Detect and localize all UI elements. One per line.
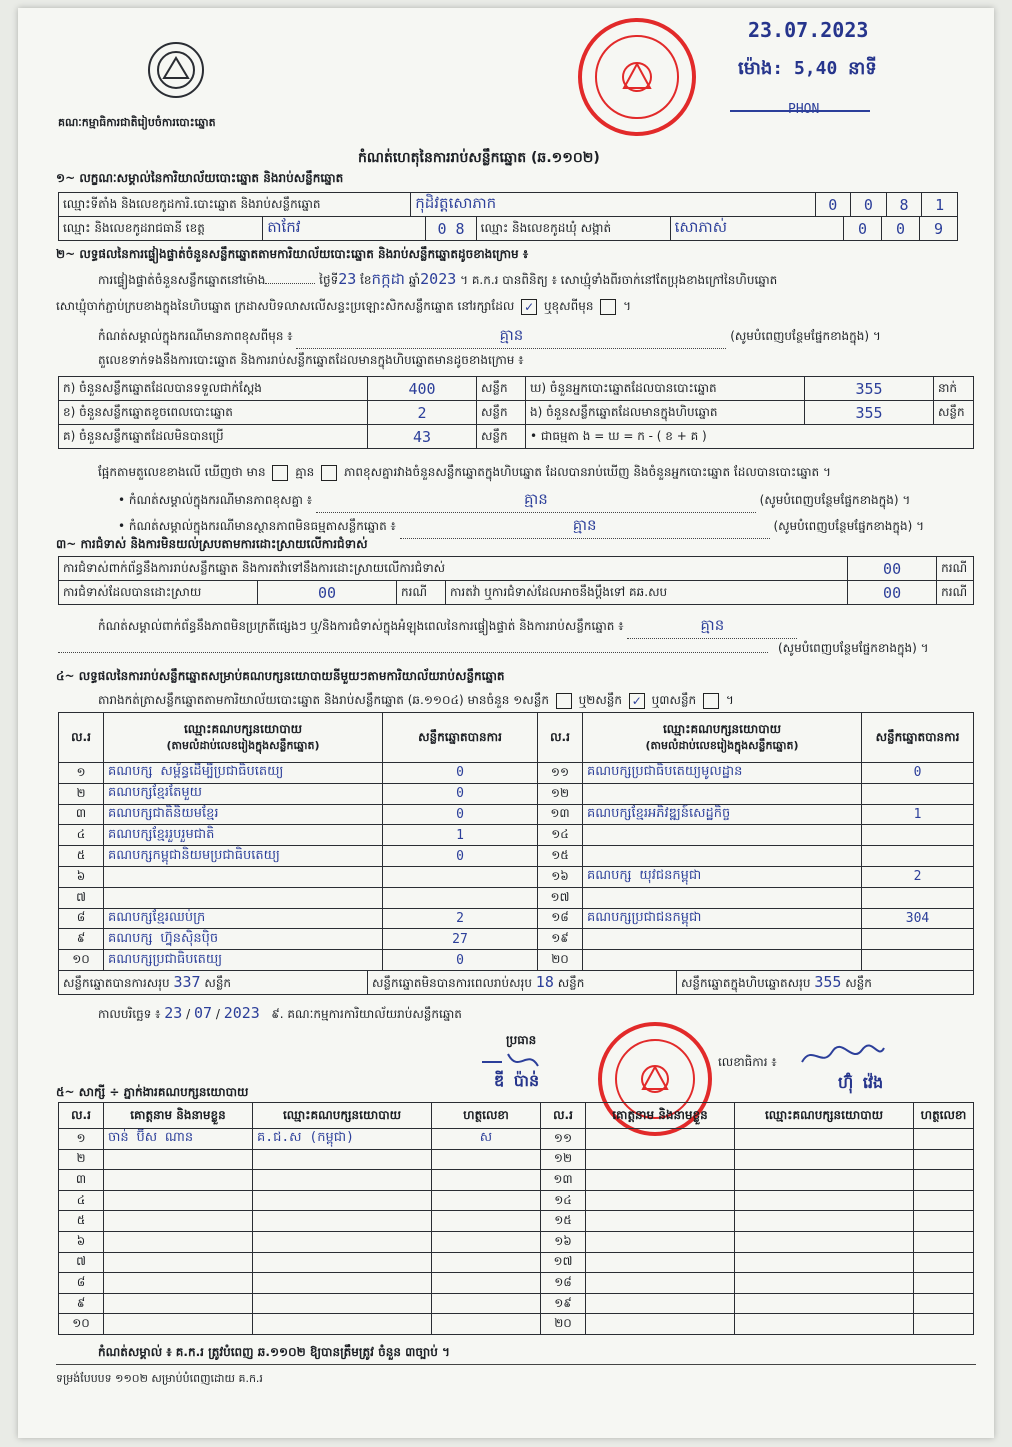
section-4-title: ៤~ លទ្ធផលនៃការរាប់សន្លឹកឆ្នោតសម្រាប់គណបក្សនយោបាយនីមួយៗតាមការិយាល័យរាប់សន្លឹកឆ្នោត	[56, 669, 505, 683]
total-invalid: សន្លឹកឆ្នោតមិនបានការពេលរាប់សរុប 18 សន្លឹក	[368, 971, 677, 995]
witness-name	[586, 1273, 735, 1294]
in-box-value: 355	[805, 401, 934, 425]
table-row	[59, 1211, 974, 1232]
table-row	[59, 1170, 974, 1191]
discrepancy-label: ផ្អែកតាមតួលេខខាងលើ ឃើញថា មាន	[98, 465, 266, 479]
annotation-date: 23.07.2023	[748, 18, 869, 42]
form-sheet	[18, 8, 994, 1438]
note-2-value: គ្មាន	[316, 490, 756, 513]
witness-signature	[432, 1211, 541, 1232]
row-number: ៩	[59, 929, 104, 950]
secretary-signature	[798, 1042, 888, 1070]
resolved-value: 00	[258, 581, 397, 605]
witness-party: គ.ជ.ស (កម្ពុជា)	[253, 1129, 432, 1150]
verification-line-2: សោឃ្មុំចាក់ភ្ជាប់ក្របខាងក្នុងនៃហិបឆ្នោត ក្រដាសបិទលាសលើសន្ទះប្រឡោះសិកសន្លឹកឆ្នោត នៅរក្សាដែល ✓ ឬខុសពីមុន ។	[56, 299, 632, 314]
col-party: ឈ្មោះគណបក្សនយោបាយ (តាមលំដាប់លេខរៀងក្នុងសន្លឹកឆ្នោត)	[104, 713, 383, 763]
section-3-title: ៣~ ការជំទាស់ និងការមិនយល់ស្របតាមការដោះស្រាយលើការជំទាស់	[56, 537, 368, 551]
annotation-time: ម៉ោង: 5,40 នាទី	[738, 58, 877, 79]
witness-name	[586, 1314, 735, 1335]
party-votes: 1	[383, 825, 538, 846]
party-votes: 0	[383, 804, 538, 825]
witness-party	[735, 1314, 914, 1335]
row-number: ៩	[59, 1293, 104, 1314]
location-code-digit: 0	[815, 193, 851, 217]
date-year: 2023	[223, 1004, 260, 1022]
two-sheets-checkbox[interactable]: ✓	[629, 693, 645, 709]
note-1-row	[98, 326, 958, 349]
witness-signature	[914, 1190, 974, 1211]
unit: សន្លឹក	[477, 377, 526, 401]
location-code-digit: 8	[886, 193, 922, 217]
row-number: ៦	[59, 866, 104, 887]
col-sign: ហត្ថលេខា	[432, 1103, 541, 1129]
verification-line-1	[98, 270, 777, 292]
row-number: ១២	[541, 1149, 586, 1170]
formula: • ជាធម្មតា ង = ឃ = ក - ( ខ + គ )	[526, 425, 974, 449]
table-row	[59, 825, 974, 846]
commune-code-digit: 0	[844, 217, 882, 241]
location-code-digit: 1	[922, 193, 958, 217]
row-number: ៧	[59, 887, 104, 908]
table-row	[59, 1273, 974, 1294]
party-votes: 2	[383, 908, 538, 929]
row-number: ២	[59, 1149, 104, 1170]
col-no: ល.រ	[59, 713, 104, 763]
party-votes	[862, 950, 974, 971]
note-1-suffix: (សូមបំពេញបន្ថែមផ្នែកខាងក្នុង) ។	[730, 329, 881, 343]
witness-name	[104, 1170, 253, 1191]
party-name	[583, 887, 862, 908]
section-1-table-row2	[58, 216, 958, 241]
row-number: ៦	[59, 1231, 104, 1252]
verification-time-label: ការផ្ទៀងផ្ទាត់ចំនួនសន្លឹកឆ្នោតនៅម៉ោង	[98, 273, 266, 287]
unused-label: គ) ចំនួនសន្លឹកឆ្នោតដែលមិនបានប្រើ	[59, 425, 368, 449]
unused-value: 43	[368, 425, 477, 449]
party-votes	[862, 929, 974, 950]
official-stamp-top	[578, 18, 696, 136]
party-votes	[383, 866, 538, 887]
party-votes: 0	[383, 763, 538, 784]
witness-party	[253, 1190, 432, 1211]
voters-label: ឃ) ចំនួនអ្នកបោះឆ្នោតដែលបានបោះឆ្នោត	[526, 377, 805, 401]
row-number: ៨	[59, 1273, 104, 1294]
table-row	[59, 846, 974, 867]
commune-code-digit: 9	[919, 217, 957, 241]
sheet-count-line: តារាងកត់ត្រាសន្លឹកឆ្នោតតាមការិយាល័យបោះឆ្នោត និងរាប់សន្លឹកឆ្នោត (ឆ.១១០៤) មានចំនួន ១សន្លឹក ឬ២សន្លឹក ✓ ឬ៣សន្លឹក ។	[98, 693, 734, 708]
row-number: ១០	[59, 950, 104, 971]
row-number: ៤	[59, 1190, 104, 1211]
location-label: ឈ្មោះទីតាំង និងលេខកូដការិ.បោះឆ្នោត និងរាប់សន្លឹកឆ្នោត	[59, 193, 411, 217]
witness-name	[104, 1149, 253, 1170]
witness-party	[735, 1231, 914, 1252]
col-party: ឈ្មោះគណបក្សនយោបាយ	[735, 1103, 914, 1129]
party-name	[583, 929, 862, 950]
figures-intro: តួលេខទាក់ទងនឹងការបោះឆ្នោត និងការរាប់សន្លឹកឆ្នោតដែលមានក្នុងហិបឆ្នោតមានដូចខាងក្រោម ៖	[98, 353, 524, 367]
table-row	[59, 783, 974, 804]
witness-signature	[914, 1149, 974, 1170]
party-name: គណបក្ស សម្ព័ន្ធដើម្បីប្រជាធិបតេយ្យ	[104, 763, 383, 784]
witness-name	[104, 1273, 253, 1294]
witness-table	[58, 1102, 974, 1335]
secretary-label: លេខាធិការ ៖	[718, 1055, 777, 1069]
chair-signature	[478, 1048, 558, 1076]
witness-name	[104, 1211, 253, 1232]
party-votes	[383, 887, 538, 908]
party-votes	[862, 887, 974, 908]
party-name	[583, 846, 862, 867]
row-number: ៥	[59, 1211, 104, 1232]
date-label: កាលបរិច្ឆេទ ៖	[98, 1007, 161, 1021]
chair-label: ប្រធាន	[506, 1033, 537, 1047]
case-unit: ករណី	[937, 557, 974, 581]
witness-party	[253, 1231, 432, 1252]
one-sheet-checkbox[interactable]	[556, 693, 572, 709]
annotation-underline	[730, 110, 870, 112]
province-value: តាកែវ	[263, 217, 426, 241]
row-number: ១៨	[541, 1273, 586, 1294]
witness-party	[735, 1190, 914, 1211]
witness-party	[735, 1211, 914, 1232]
total-in-box: សន្លឹកឆ្នោតក្នុងហិបឆ្នោតសរុប 355 សន្លឹក	[677, 971, 974, 995]
verification-text: ។ គ.ក.រ បានពិនិត្យ ៖ សោឃ្មុំទាំងពីរចាក់នៅតែប្រុងខាងក្រៅនៃហិបឆ្នោត	[460, 273, 778, 287]
party-name: គណបក្សប្រជាធិបតេយ្យមូលដ្ឋាន	[583, 763, 862, 784]
witness-signature	[432, 1190, 541, 1211]
location-value: កុដិវត្តសោភាក	[411, 193, 815, 217]
row-number: ១	[59, 763, 104, 784]
appeal-label: ការតវ៉ា ឬការជំទាស់ដែលអាចនឹងប្តឹងទៅ គឆ.សប	[446, 581, 848, 605]
row-number: ១៣	[541, 1170, 586, 1191]
witness-party	[253, 1170, 432, 1191]
section-2-title: ២~ លទ្ធផលនៃការផ្ទៀងផ្ទាត់ចំនួនសន្លឹកឆ្នោតតាមការិយាល័យបោះឆ្នោត និងរាប់សន្លឹកឆ្នោតដូចខាងក្រោម ៖	[56, 247, 529, 261]
party-name: គណបក្សខ្មែរអភិវឌ្ឍន៍សេដ្ឋកិច្ច	[583, 804, 862, 825]
party-name: គណបក្សខ្មែររួបរួមជាតិ	[104, 825, 383, 846]
table-row	[59, 887, 974, 908]
irregularity-note-row	[98, 616, 797, 639]
row-number: ១៣	[538, 804, 583, 825]
discrepancy-no-label: គ្មាន	[295, 465, 315, 479]
note-2-row	[118, 490, 958, 513]
party-name: គណបក្សប្រជាជនកម្ពុជា	[583, 908, 862, 929]
row-number: ១២	[538, 783, 583, 804]
party-name: គណបក្សប្រជាធិបតេយ្យ	[104, 950, 383, 971]
signing-date-row: កាលបរិច្ឆេទ ៖ 23 / 07 / 2023 ៩. គណៈកម្មការការិយាល័យរាប់សន្លឹកឆ្នោត	[98, 1004, 462, 1022]
witness-name	[104, 1190, 253, 1211]
witness-party	[735, 1149, 914, 1170]
party-name: គណបក្សខ្មែរឈប់ក្រ	[104, 908, 383, 929]
party-votes: 0	[383, 783, 538, 804]
results-totals	[58, 970, 974, 995]
col-party: ឈ្មោះគណបក្សនយោបាយ	[253, 1103, 432, 1129]
row-number: ១៤	[538, 825, 583, 846]
row-number: ២០	[538, 950, 583, 971]
row-number: ៣	[59, 1170, 104, 1191]
witness-party	[735, 1273, 914, 1294]
party-votes	[862, 825, 974, 846]
case-unit: ករណី	[397, 581, 446, 605]
witness-signature	[914, 1211, 974, 1232]
year-label: ឆ្នាំ	[408, 273, 421, 287]
witness-name	[104, 1314, 253, 1335]
party-votes: 0	[862, 763, 974, 784]
witness-signature	[432, 1293, 541, 1314]
witness-party	[253, 1273, 432, 1294]
witness-signature	[432, 1314, 541, 1335]
commission-label: ៩. គណៈកម្មការការិយាល័យរាប់សន្លឹកឆ្នោត	[271, 1007, 462, 1021]
unit: សន្លឹក	[934, 401, 974, 425]
row-number: ៣	[59, 804, 104, 825]
col-votes: សន្លឹកឆ្នោតបានការ	[383, 713, 538, 763]
section-1-title: ១~ លក្ខណៈសម្គាល់នៃការិយាល័យបោះឆ្នោត និងរាប់សន្លឹកឆ្នោត	[56, 171, 344, 185]
province-label: ឈ្មោះ និងលេខកូដរាជធានី ខេត្ត	[59, 217, 263, 241]
month-value: កក្កដា	[371, 270, 405, 288]
row-number: ១៨	[538, 908, 583, 929]
received-value: 400	[368, 377, 477, 401]
table-row	[59, 1231, 974, 1252]
table-row	[59, 763, 974, 784]
two-sheets-label: ឬ២សន្លឹក	[578, 693, 622, 707]
spoiled-value: 2	[368, 401, 477, 425]
row-number: ១៦	[538, 866, 583, 887]
witness-signature	[914, 1170, 974, 1191]
table-row	[59, 929, 974, 950]
unchanged-checkbox[interactable]: ✓	[521, 299, 537, 315]
voters-value: 355	[805, 377, 934, 401]
table-row	[59, 1190, 974, 1211]
col-no: ល.រ	[541, 1103, 586, 1129]
row-number: ៨	[59, 908, 104, 929]
total-valid: សន្លឹកឆ្នោតបានការសរុប 337 សន្លឹក	[59, 971, 368, 995]
table-row	[59, 804, 974, 825]
objection-label: ការជំទាស់ពាក់ព័ន្ធនឹងការរាប់សន្លឹកឆ្នោត និងការតវ៉ាទៅនឹងការដោះស្រាយលើការជំទាស់	[59, 557, 848, 581]
party-name: គណបក្ស ហ្វ៊ុនស៊ិនប៉ិច	[104, 929, 383, 950]
row-number: ១៩	[541, 1293, 586, 1314]
witness-name	[104, 1252, 253, 1273]
discrepancy-no-checkbox[interactable]	[321, 465, 337, 481]
three-sheets-label: ឬ៣សន្លឹក	[651, 693, 697, 707]
row-number: ១៧	[541, 1252, 586, 1273]
changed-label: ឬខុសពីមុន	[543, 299, 594, 313]
party-name	[583, 783, 862, 804]
note-2-suffix: (សូមបំពេញបន្ថែមផ្នែកខាងក្នុង) ។	[759, 493, 911, 507]
secretary-name: ហ៊ុំ វ៉េង	[838, 1073, 884, 1092]
witness-name	[586, 1211, 735, 1232]
col-votes: សន្លឹកឆ្នោតបានការ	[862, 713, 974, 763]
witness-name	[586, 1129, 735, 1150]
row-number: ១៦	[541, 1231, 586, 1252]
row-number: ១១	[541, 1129, 586, 1150]
party-votes: 0	[383, 950, 538, 971]
changed-checkbox[interactable]	[600, 299, 616, 315]
witness-name	[586, 1231, 735, 1252]
party-votes: 2	[862, 866, 974, 887]
date-month: 07	[193, 1004, 213, 1022]
witness-name	[586, 1149, 735, 1170]
note-1-value: គ្មាន	[296, 326, 726, 349]
witness-party	[253, 1314, 432, 1335]
note-3-value: គ្មាន	[400, 516, 770, 539]
case-unit: ករណី	[937, 581, 974, 605]
col-party: ឈ្មោះគណបក្សនយោបាយ (តាមលំដាប់លេខរៀងក្នុងសន្លឹកឆ្នោត)	[583, 713, 862, 763]
row-number: ១	[59, 1129, 104, 1150]
witness-name: ចាន់ ប៊ីស ណាន	[104, 1129, 253, 1150]
seal-text: សោឃ្មុំចាក់ភ្ជាប់ក្របខាងក្នុងនៃហិបឆ្នោត ក្រដាសបិទលាសលើសន្ទះប្រឡោះសិកសន្លឹកឆ្នោត នៅរក្សាដែល	[56, 299, 515, 313]
objection-value: 00	[848, 557, 937, 581]
row-number: ១៥	[538, 846, 583, 867]
irregularity-note-label: កំណត់សម្គាល់ពាក់ព័ន្ធនឹងភាពមិនប្រក្រតីផ្សេងៗ ឬ/និងការជំទាស់ក្នុងអំឡុងពេលនៃការផ្ទៀងផ្ទាត់ និងការរាប់សន្លឹកឆ្នោត ៖	[98, 619, 624, 633]
footnote: កំណត់សម្គាល់ ៖ គ.ក.រ ត្រូវបំពេញ ឆ.១១០២ ឱ្យបានត្រឹមត្រូវ ចំនួន ៣ច្បាប់ ។	[98, 1345, 450, 1359]
province-code: 0 8	[426, 217, 476, 241]
sheet-count-label: តារាងកត់ត្រាសន្លឹកឆ្នោតតាមការិយាល័យបោះឆ្នោត និងរាប់សន្លឹកឆ្នោត (ឆ.១១០៤) មានចំនួន ១សន្លឹក	[98, 693, 549, 707]
party-votes	[862, 783, 974, 804]
day-label: ថ្ងៃទី	[319, 273, 339, 287]
row-number: ២	[59, 783, 104, 804]
col-no: ល.រ	[59, 1103, 104, 1129]
section-5-title: ៥~ សាក្សី ÷ ភ្នាក់ងារគណបក្សនយោបាយ	[56, 1085, 249, 1099]
discrepancy-line	[98, 464, 831, 482]
commune-label: ឈ្មោះ និងលេខកូដឃុំ សង្កាត់	[476, 217, 670, 241]
party-name: គណបក្សកម្ពុជានិយមប្រជាធិបតេយ្យ	[104, 846, 383, 867]
discrepancy-text: ភាពខុសគ្នារវាងចំនួនសន្លឹកឆ្នោតក្នុងហិបឆ្នោត ដែលបានរាប់ឃើញ និងចំនួនអ្នកបោះឆ្នោត ដែលបានបោះឆ្នោត ។	[343, 465, 831, 479]
date-day: 23	[164, 1004, 183, 1022]
dotted-line	[58, 652, 768, 653]
row-number: ១៩	[538, 929, 583, 950]
row-number: ៥	[59, 846, 104, 867]
commission-name: គណៈកម្មាធិការជាតិរៀបចំការបោះឆ្នោត	[58, 116, 216, 129]
form-title: កំណត់ហេតុនៃការរាប់សន្លឹកឆ្នោត (ឆ.១១០២)	[358, 150, 600, 166]
col-no: ល.រ	[538, 713, 583, 763]
witness-signature	[914, 1129, 974, 1150]
note-3-label: • កំណត់សម្គាល់ក្នុងករណីមានស្ថានភាពមិនធម្មតាសន្លឹកឆ្នោត ៖	[118, 519, 396, 533]
row-number: ១០	[59, 1314, 104, 1335]
witness-signature	[914, 1231, 974, 1252]
results-table	[58, 712, 974, 971]
annotation-phone: PHON	[788, 102, 820, 117]
party-votes	[862, 846, 974, 867]
party-votes: 304	[862, 908, 974, 929]
witness-party	[253, 1149, 432, 1170]
table-row	[59, 1293, 974, 1314]
resolved-label: ការជំទាស់ដែលបានដោះស្រាយ	[59, 581, 258, 605]
appeal-value: 00	[848, 581, 937, 605]
party-votes: 1	[862, 804, 974, 825]
party-name: គណបក្ស យុវជនកម្ពុជា	[583, 866, 862, 887]
received-label: ក) ចំនួនសន្លឹកឆ្នោតដែលបានទទួលជាក់ស្តែង	[59, 377, 368, 401]
witness-name	[586, 1293, 735, 1314]
party-votes: 0	[383, 846, 538, 867]
party-votes: 27	[383, 929, 538, 950]
table-row	[59, 1314, 974, 1335]
witness-signature	[914, 1252, 974, 1273]
witness-signature: ស	[432, 1129, 541, 1150]
ballot-figures-table	[58, 376, 974, 449]
witness-party	[253, 1293, 432, 1314]
table-row	[59, 866, 974, 887]
table-row	[59, 1149, 974, 1170]
witness-party	[735, 1252, 914, 1273]
witness-party	[735, 1129, 914, 1150]
table-row	[59, 1252, 974, 1273]
col-sign: ហត្ថលេខា	[914, 1103, 974, 1129]
note-1-label: កំណត់សម្គាល់ក្នុងករណីមានភាពខុសពីមុន ៖	[98, 329, 293, 343]
commune-value: សោភាស់	[670, 217, 843, 241]
witness-name	[104, 1293, 253, 1314]
day-value: 23	[338, 270, 357, 288]
table-row	[59, 950, 974, 971]
witness-party	[735, 1293, 914, 1314]
witness-signature	[914, 1293, 974, 1314]
witness-signature	[432, 1231, 541, 1252]
three-sheets-checkbox[interactable]	[703, 693, 719, 709]
row-number: ៤	[59, 825, 104, 846]
row-number: ១១	[538, 763, 583, 784]
in-box-label: ង) ចំនួនសន្លឹកឆ្នោតដែលមានក្នុងហិបឆ្នោត	[526, 401, 805, 425]
party-name: គណបក្សខ្មែរតែមួយ	[104, 783, 383, 804]
chair-name: ឌី ប៉ាន់	[494, 1071, 540, 1090]
unit: សន្លឹក	[477, 425, 526, 449]
objection-table	[58, 556, 974, 605]
witness-party	[735, 1170, 914, 1191]
witness-party	[253, 1211, 432, 1232]
row-number: ៧	[59, 1252, 104, 1273]
witness-signature	[432, 1149, 541, 1170]
commune-code-digit: 0	[882, 217, 920, 241]
witness-name	[586, 1190, 735, 1211]
discrepancy-yes-checkbox[interactable]	[272, 465, 288, 481]
witness-party	[253, 1252, 432, 1273]
note-2-label: • កំណត់សម្គាល់ក្នុងករណីមានភាពខុសគ្នា ៖	[118, 493, 313, 507]
unit-person: នាក់	[934, 377, 974, 401]
party-name	[104, 887, 383, 908]
footer-text: ទម្រង់បែបបទ ១១០២ សម្រាប់បំពេញដោយ គ.ក.រ	[56, 1372, 263, 1385]
col-name: គោត្តនាម និងនាមខ្លួន	[104, 1103, 253, 1129]
year-value: 2023	[420, 270, 457, 288]
witness-name	[586, 1170, 735, 1191]
unit: សន្លឹក	[477, 401, 526, 425]
party-name: គណបក្សជាតិនិយមខ្មែរ	[104, 804, 383, 825]
footer-divider	[56, 1364, 976, 1365]
table-row	[59, 908, 974, 929]
table-row	[59, 1129, 974, 1150]
nec-logo-icon	[148, 42, 204, 98]
witness-signature	[914, 1273, 974, 1294]
irregularity-note-value: គ្មាន	[627, 616, 797, 639]
party-name	[583, 950, 862, 971]
witness-name	[104, 1231, 253, 1252]
location-code-digit: 0	[851, 193, 887, 217]
party-name	[104, 866, 383, 887]
witness-signature	[432, 1252, 541, 1273]
row-number: ១៤	[541, 1190, 586, 1211]
row-number: ២០	[541, 1314, 586, 1335]
witness-signature	[914, 1314, 974, 1335]
section-1-table	[58, 192, 958, 217]
col-name: គោត្តនាម និងនាមខ្លួន	[586, 1103, 735, 1129]
row-number: ១៥	[541, 1211, 586, 1232]
month-label: ខែ	[360, 273, 372, 287]
spoiled-label: ខ) ចំនួនសន្លឹកឆ្នោតខូចពេលបោះឆ្នោត	[59, 401, 368, 425]
row-number: ១៧	[538, 887, 583, 908]
party-name	[583, 825, 862, 846]
note-3-suffix: (សូមបំពេញបន្ថែមផ្នែកខាងក្នុង) ។	[773, 519, 925, 533]
irregularity-note-suffix: (សូមបំពេញបន្ថែមផ្នែកខាងក្នុង) ។	[778, 641, 929, 655]
witness-name	[586, 1252, 735, 1273]
witness-signature	[432, 1273, 541, 1294]
witness-signature	[432, 1170, 541, 1191]
